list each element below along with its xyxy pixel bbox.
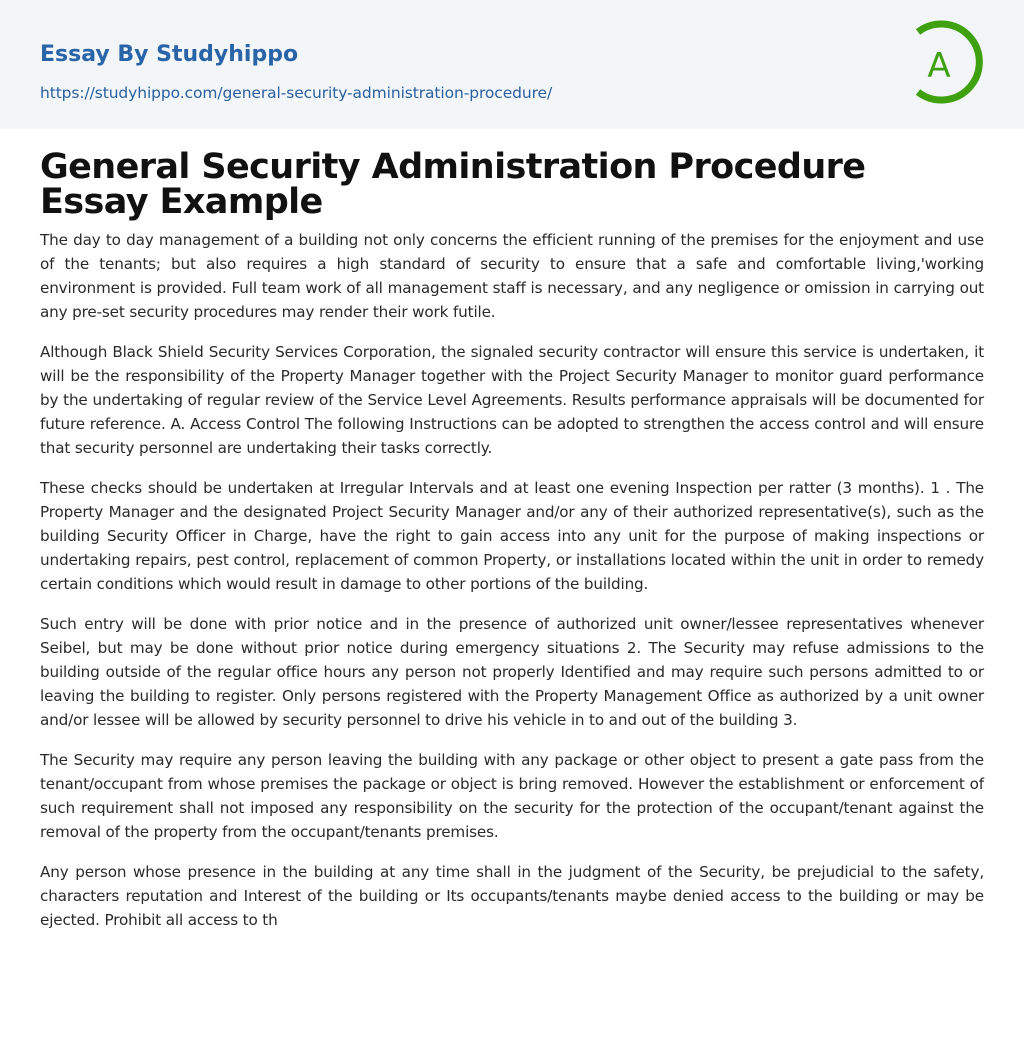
paragraph: Any person whose presence in the building at any time shall in the judgment of the Security, be prejudicial to the safety, characters reputation and Interest of the building or Its occupants/tenants maybe denied access to the building or may be ejected. Prohibit all access to th <box>40 863 984 929</box>
svg-text:A: A <box>927 46 951 86</box>
logo-a-icon <box>910 18 988 106</box>
article-header <box>40 147 984 222</box>
paragraph: Although Black Shield Security Services Corporation, the signaled security contractor will ensure this service is undertaken, it will be the responsibility of the Property Manager together with the Project Security Manager to monitor guard performance by the undertaking of regular review of the Service Level Agreements. Results performance appraisals will be documented for future reference. A. Access Control The following Instructions can be adopted to strengthen the access control and will ensure that security personnel are undertaking their tasks correctly. <box>40 343 984 457</box>
paragraph: These checks should be undertaken at Irregular Intervals and at least one evening Inspection per ratter (3 months). 1 . The Property Manager and the designated Project Security Manager and/or any of their authorized representative(s), such as the building Security Officer in Charge, have the right to gain access into any unit for the purpose of making inspections or undertaking repairs, pest control, replacement of common Property, or installations located within the unit in order to remedy certain conditions which would result in damage to other portions of the building. <box>40 479 984 593</box>
paragraph: The day to day management of a building not only concerns the efficient running of the premises for the enjoyment and use of the tenants; but also requires a high standard of security to ensure that a safe and comfortable living,'working environment is provided. Full team work of all management staff is necessary, and any negligence or omission in carrying out any pre-set security procedures may render their work futile. <box>40 231 984 321</box>
page-url-link[interactable]: https://studyhippo.com/general-security-administration-procedure/ <box>40 84 553 102</box>
brand-link[interactable]: Essay By Studyhippo <box>40 42 299 67</box>
article-body <box>40 228 984 948</box>
page-title: General Security Administration Procedure Essay Example <box>40 147 866 222</box>
paragraph: The Security may require any person leaving the building with any package or other object to present a gate pass from the tenant/occupant from whose premises the package or object is bring removed. However the establishment or enforcement of such requirement shall not imposed any responsibility on the security for the protection of the occupant/tenant against the removal of the property from the occupant/tenants premises. <box>40 751 984 841</box>
site-header <box>0 0 1024 129</box>
paragraph: Such entry will be done with prior notice and in the presence of authorized unit owner/lessee representatives whenever Seibel, but may be done without prior notice during emergency situations 2. The Security may refuse admissions to the building outside of the regular office hours any person not properly Identified and may require such persons admitted to or leaving the building to register. Only persons registered with the Property Management Office as authorized by a unit owner and/or lessee will be allowed by security personnel to drive his vehicle in to and out of the building 3. <box>40 615 984 729</box>
studyhippo-logo[interactable] <box>910 18 988 106</box>
